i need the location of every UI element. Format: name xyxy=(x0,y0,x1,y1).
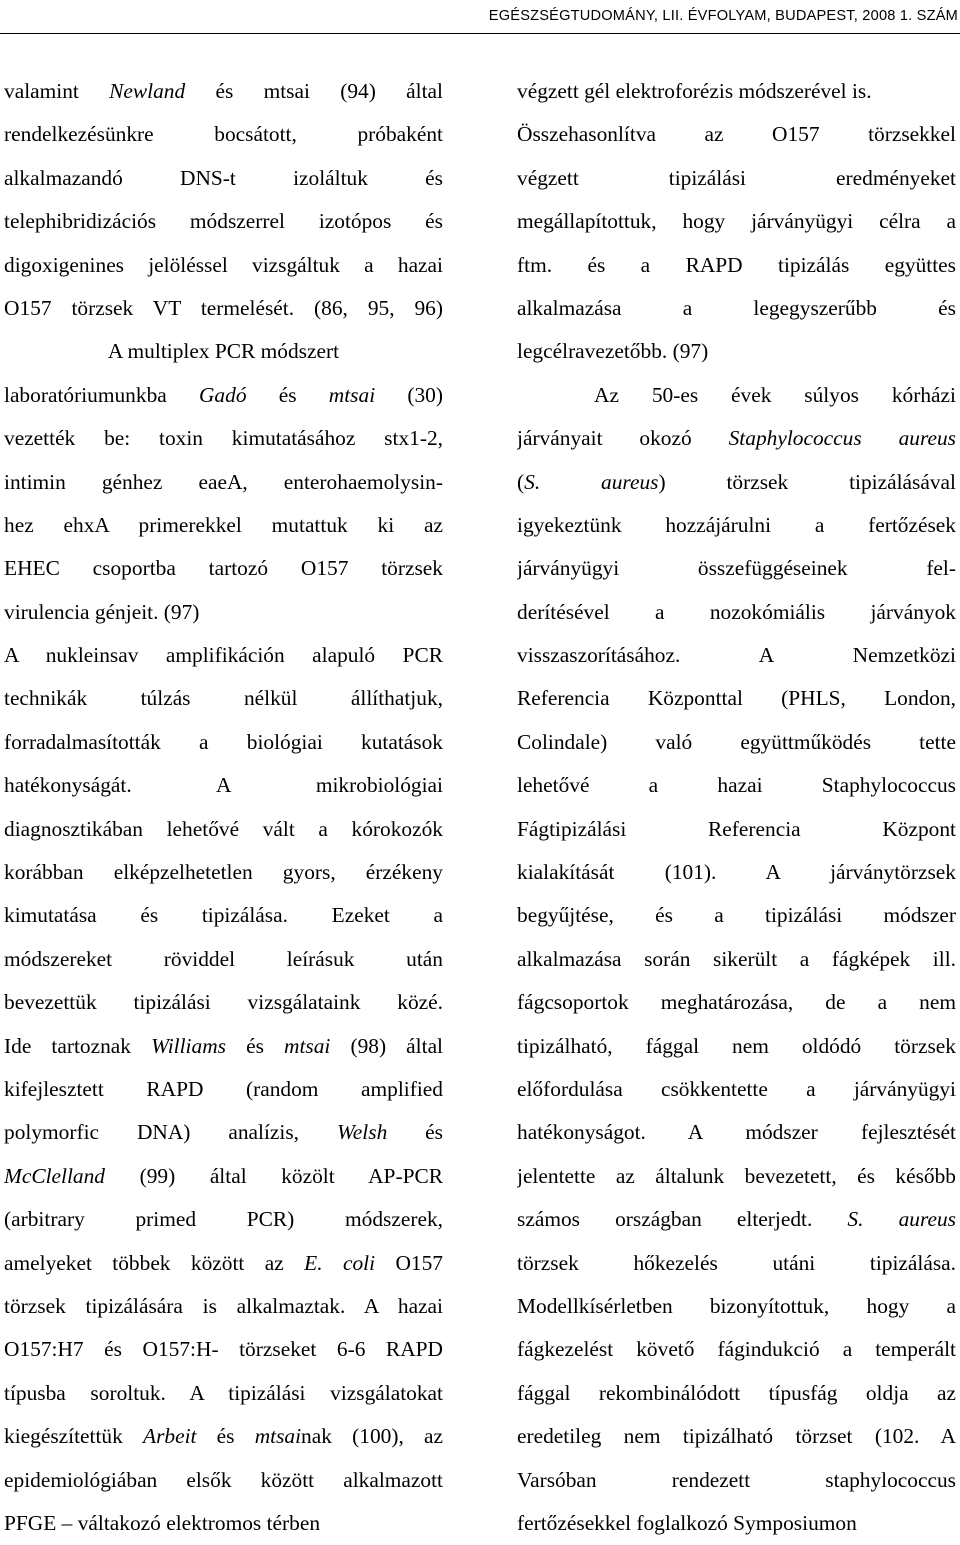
text-line xyxy=(517,764,956,807)
text-segment: tipizálható, fággal nem oldódó törzsek xyxy=(517,1033,956,1058)
text-line xyxy=(4,417,443,460)
text-segment: virulencia génjeit. (97) xyxy=(4,599,200,624)
text-segment: O157 xyxy=(375,1250,443,1275)
text-segment: alkalmazása során sikerült a fágképek ill. xyxy=(517,946,956,971)
text-segment: O157 törzsek VT termelését. (86, 95, 96) xyxy=(4,295,443,320)
italic-text: S. aureus xyxy=(847,1207,956,1232)
text-segment: begyűjtése, és a tipizálási módszer xyxy=(517,903,956,928)
text-segment: fággal rekombinálódott típusfág oldja az xyxy=(517,1380,956,1405)
italic-text: mtsai xyxy=(284,1033,331,1058)
text-line xyxy=(4,70,443,113)
text-segment: visszaszorításához. A Nemzetközi xyxy=(517,643,956,668)
text-segment: ( xyxy=(517,469,525,494)
italic-text: Newland xyxy=(109,79,186,103)
text-line xyxy=(4,200,443,243)
text-line xyxy=(517,287,956,330)
text-segment: (99) által közölt AP-PCR xyxy=(105,1163,443,1188)
text-line xyxy=(517,1155,956,1198)
text-segment: igyekeztünk hozzájárulni a fertőzések xyxy=(517,512,956,537)
text-segment: alkalmazása a legegyszerűbb és xyxy=(517,295,956,320)
text-segment: kiegészítettük xyxy=(4,1424,143,1449)
text-segment: digoxigenines jelöléssel vizsgáltuk a hazai xyxy=(4,252,443,277)
text-segment: rendelkezésünkre bocsátott, próbaként xyxy=(4,122,443,147)
left-column xyxy=(4,70,443,1545)
text-line xyxy=(4,938,443,981)
italic-text: Staphylococcus aureus xyxy=(728,426,956,451)
text-segment: számos országban elterjedt. xyxy=(517,1207,848,1232)
text-line xyxy=(4,894,443,937)
text-line xyxy=(4,1328,443,1371)
text-line xyxy=(4,1155,443,1198)
text-segment: kifejlesztett RAPD (random amplified xyxy=(4,1076,443,1101)
text-segment: Fágtipizálási Referencia Központ xyxy=(517,816,956,841)
text-segment: Az 50-es évek súlyos kórházi xyxy=(594,382,956,407)
text-segment: valamint xyxy=(4,79,110,103)
text-segment: diagnosztikában lehetővé vált a kórokozók xyxy=(4,816,443,841)
text-segment: kialakítását (101). A járványtörzsek xyxy=(517,860,956,885)
text-segment: Modellkísérletben bizonyítottuk, hogy a xyxy=(517,1293,956,1318)
text-line xyxy=(4,1111,443,1154)
text-line xyxy=(4,504,443,547)
text-segment: előfordulása csökkentette a járványügyi xyxy=(517,1076,956,1101)
text-segment: Referencia Központtal (PHLS, London, xyxy=(517,686,956,711)
text-line xyxy=(4,851,443,894)
text-segment: és xyxy=(387,1120,443,1145)
text-segment: A nukleinsav amplifikáción alapuló PCR xyxy=(4,643,443,668)
text-segment: nak (100), az xyxy=(301,1424,443,1449)
text-line xyxy=(517,591,956,634)
text-segment: intimin génhez eaeA, enterohaemolysin- xyxy=(4,469,443,494)
text-segment: polymorfic DNA) analízis, xyxy=(4,1120,337,1145)
text-segment: és xyxy=(196,1424,255,1449)
text-segment: (98) által xyxy=(330,1033,443,1058)
text-line xyxy=(517,1285,956,1328)
text-line xyxy=(517,504,956,547)
text-segment: laboratóriumunkba xyxy=(4,382,199,407)
text-segment: Ide tartoznak xyxy=(4,1033,152,1058)
italic-text: E. coli xyxy=(304,1250,376,1275)
italic-text: S. aureus xyxy=(524,469,659,494)
text-line xyxy=(517,677,956,720)
text-segment: epidemiológiában elsők között alkalmazott xyxy=(4,1467,443,1492)
text-segment: és xyxy=(225,1033,284,1058)
text-line xyxy=(4,721,443,764)
italic-text: mtsai xyxy=(328,382,376,407)
text-line xyxy=(4,764,443,807)
text-line xyxy=(4,1198,443,1241)
text-line xyxy=(4,1372,443,1415)
text-line xyxy=(4,1068,443,1111)
text-segment: lehetővé a hazai Staphylococcus xyxy=(517,773,956,798)
text-line xyxy=(517,374,956,417)
text-line xyxy=(517,1111,956,1154)
text-segment: járványügyi összefüggéseinek fel- xyxy=(517,556,956,581)
text-line xyxy=(4,1025,443,1068)
text-segment: amelyeket többek között az xyxy=(4,1250,305,1275)
text-line xyxy=(4,113,443,156)
text-segment: O157:H7 és O157:H- törzseket 6-6 RAPD xyxy=(4,1337,443,1362)
italic-text: Arbeit xyxy=(143,1424,197,1449)
running-header: EGÉSZSÉGTUDOMÁNY, LII. ÉVFOLYAM, BUDAPEST, 2008 1. SZÁM xyxy=(488,8,958,24)
text-segment: végzett gél elektroforézis módszerével is. xyxy=(517,79,872,103)
text-line xyxy=(517,330,956,373)
text-segment: vezették be: toxin kimutatásához stx1-2, xyxy=(4,426,443,451)
text-line xyxy=(517,808,956,851)
text-line xyxy=(517,547,956,590)
italic-text: Gadó xyxy=(198,382,247,407)
header-rule xyxy=(0,33,960,34)
text-segment: korábban elképzelhetetlen gyors, érzékeny xyxy=(4,860,443,885)
text-line xyxy=(4,981,443,1024)
text-segment: telephibridizációs módszerrel izotópos és xyxy=(4,209,443,234)
text-segment: Varsóban rendezett staphylococcus xyxy=(517,1467,956,1492)
text-segment: (arbitrary primed PCR) módszerek, xyxy=(4,1207,443,1232)
italic-text: mtsai xyxy=(254,1424,302,1449)
text-line xyxy=(517,894,956,937)
text-line xyxy=(517,157,956,200)
text-segment: és xyxy=(246,382,329,407)
text-line xyxy=(517,721,956,764)
text-segment: forradalmasították a biológiai kutatások xyxy=(4,729,443,754)
text-line xyxy=(517,113,956,156)
text-segment: megállapítottuk, hogy járványügyi célra a xyxy=(517,209,956,234)
text-segment: fágcsoportok meghatározása, de a nem xyxy=(517,990,956,1015)
text-line xyxy=(517,981,956,1024)
text-line xyxy=(4,1459,443,1502)
right-column xyxy=(517,70,956,1545)
text-segment: jelentette az általunk bevezetett, és később xyxy=(517,1163,956,1188)
text-line xyxy=(517,1459,956,1502)
italic-text: Welsh xyxy=(336,1120,388,1145)
text-line xyxy=(517,1415,956,1458)
text-line xyxy=(4,157,443,200)
text-segment: törzsek hőkezelés utáni tipizálása. xyxy=(517,1250,956,1275)
text-segment: kimutatása és tipizálása. Ezeket a xyxy=(4,903,443,928)
text-line xyxy=(517,417,956,460)
text-segment: EHEC csoportba tartozó O157 törzsek xyxy=(4,556,443,581)
text-segment: Összehasonlítva az O157 törzsekkel xyxy=(517,122,956,147)
text-line xyxy=(4,1285,443,1328)
text-segment: ftm. és a RAPD tipizálás együttes xyxy=(517,252,956,277)
text-line xyxy=(517,200,956,243)
text-line xyxy=(4,244,443,287)
italic-text: Williams xyxy=(151,1033,226,1058)
italic-text: McClelland xyxy=(4,1163,105,1188)
text-segment: járványait okozó xyxy=(517,426,729,451)
text-segment: módszereket röviddel leírásuk után xyxy=(4,946,443,971)
text-segment: végzett tipizálási eredményeket xyxy=(517,165,956,190)
text-line xyxy=(517,634,956,677)
text-line xyxy=(4,330,443,373)
text-line xyxy=(4,374,443,417)
text-segment: eredetileg nem tipizálható törzset (102. A xyxy=(517,1424,956,1449)
text-line xyxy=(517,1502,956,1545)
text-segment: ) törzsek tipizálásával xyxy=(658,469,956,494)
text-line xyxy=(517,938,956,981)
text-segment: fertőzésekkel foglalkozó Symposiumon xyxy=(517,1510,857,1535)
text-line xyxy=(517,1328,956,1371)
text-line xyxy=(4,1502,443,1545)
text-line xyxy=(4,808,443,851)
text-line xyxy=(517,1242,956,1285)
text-line xyxy=(517,1372,956,1415)
text-segment: PFGE – váltakozó elektromos térben xyxy=(4,1510,321,1535)
text-segment: A multiplex PCR módszert xyxy=(107,339,340,364)
text-segment: technikák túlzás nélkül állíthatjuk, xyxy=(4,686,443,711)
text-segment: derítésével a nozokómiális járványok xyxy=(517,599,956,624)
text-line xyxy=(4,677,443,720)
text-line xyxy=(4,1242,443,1285)
text-line xyxy=(4,461,443,504)
text-segment: hatékonyságot. A módszer fejlesztését xyxy=(517,1120,956,1145)
text-segment: alkalmazandó DNS-t izoláltuk és xyxy=(4,165,443,190)
text-line xyxy=(517,851,956,894)
text-line xyxy=(517,1025,956,1068)
text-segment: bevezettük tipizálási vizsgálataink közé. xyxy=(4,990,443,1015)
text-segment: törzsek tipizálására is alkalmaztak. A hazai xyxy=(4,1293,443,1318)
text-segment: és mtsai (94) által xyxy=(185,79,443,103)
text-line xyxy=(517,70,956,113)
text-segment: hez ehxA primerekkel mutattuk ki az xyxy=(4,512,443,537)
text-segment: fágkezelést követő fágindukció a temperált xyxy=(517,1337,956,1362)
text-line xyxy=(517,1198,956,1241)
text-segment: legcélravezetőbb. (97) xyxy=(517,339,709,364)
text-line xyxy=(4,547,443,590)
text-line xyxy=(4,591,443,634)
text-segment: típusba soroltuk. A tipizálási vizsgálatokat xyxy=(4,1380,443,1405)
text-line xyxy=(517,1068,956,1111)
text-segment: Colindale) való együttműködés tette xyxy=(517,729,956,754)
text-line xyxy=(517,461,956,504)
text-segment: hatékonyságát. A mikrobiológiai xyxy=(4,773,443,798)
text-line xyxy=(517,244,956,287)
text-segment: (30) xyxy=(375,382,443,407)
text-line xyxy=(4,1415,443,1458)
text-line xyxy=(4,287,443,330)
text-line xyxy=(4,634,443,677)
